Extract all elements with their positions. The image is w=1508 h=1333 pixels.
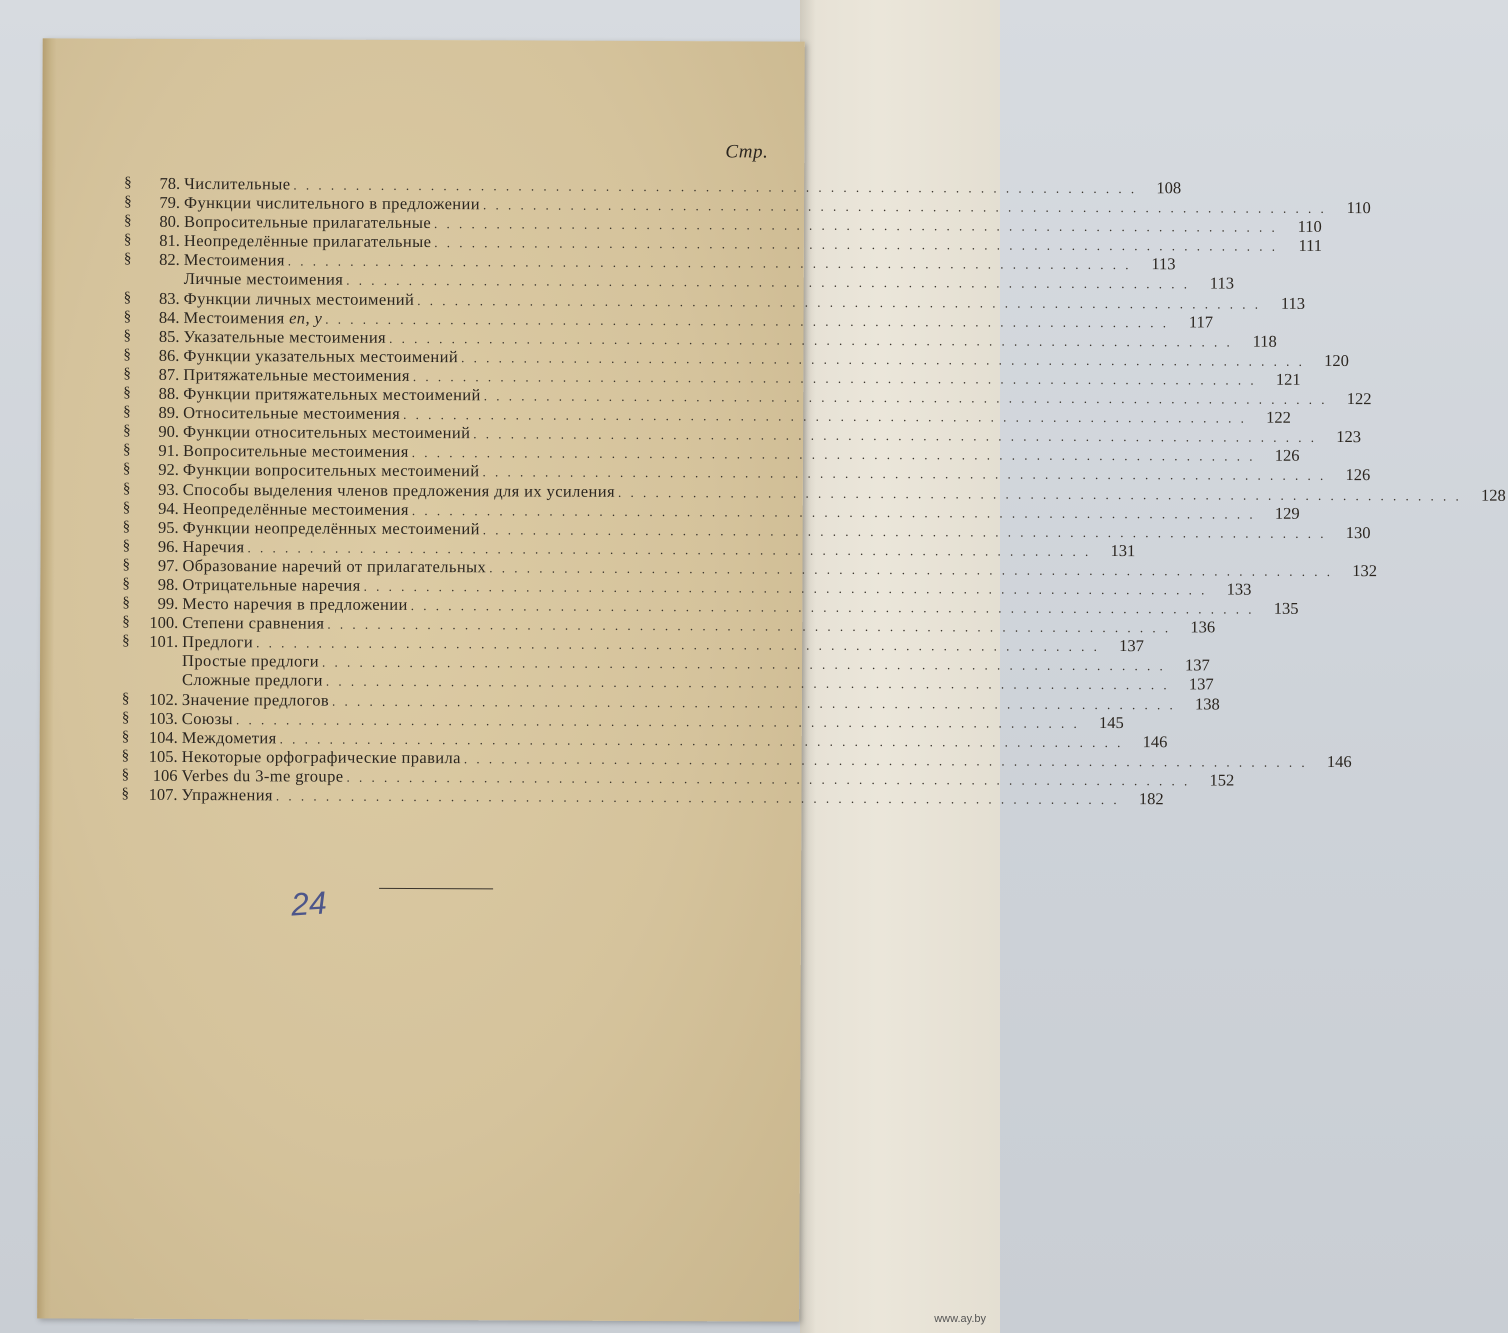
section-number: 99. (157, 593, 179, 614)
toc-title-text: Степени сравнения (182, 613, 325, 633)
section-number: 95. (157, 517, 179, 537)
toc-title-text: Функции числительного в предложении (184, 193, 481, 214)
dot-leader: . . . . . . . . . . . . . . . . . . . . . . . . . . . . . . . . . . . . . . . . . . . . . . . . . . . . . . . . . . . . . . . . . . . . (482, 197, 1327, 217)
toc-title (182, 613, 327, 633)
dot-leader: . . . . . . . . . . . . . . . . . . . . . . . . . . . . . . . . . . . . . . . . . . . . . . . . . . . . . . . . . . . . . . . . . . . . (473, 426, 1318, 446)
toc-title (182, 728, 280, 748)
toc-title-text: Местоимения (183, 250, 285, 270)
section-number: 79. (159, 192, 181, 213)
section-sign: § (122, 594, 130, 611)
toc-title (183, 403, 403, 423)
toc-title (184, 269, 347, 289)
section-sign: § (124, 193, 132, 210)
toc-title (183, 499, 412, 519)
section-number: 87. (158, 364, 180, 384)
dot-leader: . . . . . . . . . . . . . . . . . . . . . . . . . . . . . . . . . . . . . . . . . . . . . . . . . . . . . . . . . . . . . . . . . . . . (403, 407, 1247, 426)
section-sign: § (121, 785, 130, 802)
toc-title (182, 575, 363, 595)
toc-title-text: Функции притяжательных местоимений (183, 383, 481, 405)
section-sign: § (122, 537, 131, 554)
dot-leader: . . . . . . . . . . . . . . . . . . . . . . . . . . . . . . . . . . . . . . . . . . . . . . . . . . . . . . . . . . . . . . . . . . . . (287, 253, 1132, 273)
section-sign: § (121, 690, 130, 707)
dot-leader: . . . . . . . . . . . . . . . . . . . . . . . . . . . . . . . . . . . . . . . . . . . . . . . . . . . . . . . . . . . . . . . . . . . . (325, 311, 1170, 330)
section-number: 89. (158, 402, 180, 423)
page-number: 137 (1188, 674, 1214, 694)
section-sign: § (121, 766, 130, 783)
page-number: 120 (1324, 350, 1349, 370)
section-number: 102. (148, 689, 178, 709)
page-number: 122 (1266, 407, 1291, 427)
section-sign: § (123, 422, 131, 439)
toc-title-text: Функции неопределённых местоимений (182, 517, 480, 538)
section-number: 96. (157, 536, 179, 556)
dot-leader: . . . . . . . . . . . . . . . . . . . . . . . . . . . . . . . . . . . . . . . . . . . . . . . . . . . . . . . . . . . . . . . . . . . . (417, 292, 1262, 312)
page-number: 136 (1190, 617, 1216, 637)
toc-title-text: Отрицательные наречия (182, 574, 361, 595)
section-number: 85. (158, 326, 180, 346)
dot-leader: . . . . . . . . . . . . . . . . . . . . . . . . . . . . . . . . . . . . . . . . . . . . . . . . . . . . . . . . . . . . . . . . . . . . (322, 654, 1166, 674)
toc-title (183, 518, 483, 538)
toc-title (183, 384, 484, 404)
page-column-header: Стр. (725, 141, 769, 163)
toc-title (182, 709, 236, 728)
section-number: 100. (149, 612, 179, 633)
section-number: 78. (159, 173, 181, 193)
dot-leader: . . . . . . . . . . . . . . . . . . . . . . . . . . . . . . . . . . . . . . . . . . . . . . . . . . . . . . . . . . . . . . . . . . . . (235, 711, 1080, 731)
section-sign: § (121, 747, 130, 764)
section-sign: § (124, 174, 132, 191)
section-sign: § (122, 461, 131, 478)
dot-leader: . . . . . . . . . . . . . . . . . . . . . . . . . . . . . . . . . . . . . . . . . . . . . . . . . . . . . . . . . . . . . . . . . . . . (327, 616, 1172, 636)
toc-title (184, 289, 418, 309)
toc-title (184, 212, 434, 232)
section-number: 83. (158, 288, 180, 308)
toc-title-text: Местоимения (183, 307, 290, 328)
toc-title (182, 556, 489, 576)
toc-row (121, 784, 1164, 809)
dot-leader: . . . . . . . . . . . . . . . . . . . . . . . . . . . . . . . . . . . . . . . . . . . . . . . . . . . . . . . . . . . . . . . . . . . . (293, 177, 1138, 197)
page-number: 118 (1252, 331, 1277, 351)
section-sign: § (122, 613, 130, 630)
section-sign: § (122, 518, 131, 535)
section-sign: § (122, 499, 131, 516)
toc-title (182, 632, 256, 651)
toc-title (182, 670, 326, 690)
page-number: 117 (1188, 312, 1214, 332)
toc-title-text: Неопределённые прилагательные (183, 231, 432, 252)
toc-title (183, 537, 248, 556)
toc-title-text: Личные местоимения (183, 269, 344, 290)
toc-title (182, 747, 464, 767)
toc-title (184, 193, 483, 213)
toc-title-text: Относительные местоимения (183, 403, 401, 424)
dot-leader: . . . . . . . . . . . . . . . . . . . . . . . . . . . . . . . . . . . . . . . . . . . . . . . . . . . . . . . . . . . . . . . . . . . . (482, 464, 1327, 484)
section-number: 93. (158, 479, 179, 499)
section-sign: § (123, 365, 131, 382)
page-number: 146 (1326, 751, 1352, 771)
section-number: 82. (159, 250, 180, 270)
toc-title (181, 785, 276, 805)
toc-title-text: Значение предлогов (181, 689, 330, 710)
section-number: 103. (148, 708, 178, 728)
toc-title-text: Наречия (182, 536, 245, 557)
section-sign: § (123, 308, 132, 325)
page-edge (37, 38, 57, 1318)
toc-title (183, 346, 461, 366)
dot-leader: . . . . . . . . . . . . . . . . . . . . . . . . . . . . . . . . . . . . . . . . . . . . . . . . . . . . . . . . . . . . . . . . . . . . (410, 598, 1255, 617)
section-number: 91. (158, 441, 180, 461)
section-number: 98. (157, 574, 179, 594)
section-number: 106 (152, 765, 178, 785)
toc-title-text: Некоторые орфографические правила (181, 746, 461, 767)
toc-title-text: Простые предлоги (182, 651, 320, 671)
section-number: 104. (148, 727, 178, 747)
dot-leader: . . . . . . . . . . . . . . . . . . . . . . . . . . . . . . . . . . . . . . . . . . . . . . . . . . . . . . . . . . . . . . . . . . . . (411, 502, 1256, 522)
dot-leader: . . . . . . . . . . . . . . . . . . . . . . . . . . . . . . . . . . . . . . . . . . . . . . . . . . . . . . . . . . . . . . . . . . . . (332, 693, 1176, 712)
toc-title (183, 460, 483, 480)
dot-leader: . . . . . . . . . . . . . . . . . . . . . . . . . . . . . . . . . . . . . . . . . . . . . . . . . . . . . . . . . . . . . . . . . . . . (256, 635, 1100, 655)
section-sign: § (122, 442, 131, 459)
section-sign: § (121, 728, 130, 745)
toc-title-text: Вопросительные местоимения (182, 441, 409, 462)
page-number: 126 (1345, 465, 1371, 485)
dot-leader: . . . . . . . . . . . . . . . . . . . . . . . . . . . . . . . . . . . . . . . . . . . . . . . . . . . . . . . . . . . . . . . . . . . . (483, 388, 1328, 407)
section-number: 107. (148, 784, 178, 804)
toc-title (183, 422, 473, 442)
page-number: 137 (1184, 655, 1210, 675)
dot-leader: . . . . . . . . . . . . . . . . . . . . . . . . . . . . . . . . . . . . . . . . . . . . . . . . . . . . . . . . . . . . . . . . . . . . (463, 751, 1308, 770)
section-number: 94. (158, 498, 179, 518)
toc-title (182, 689, 332, 709)
toc-title (184, 174, 293, 194)
dot-leader: . . . . . . . . . . . . . . . . . . . . . . . . . . . . . . . . . . . . . . . . . . . . . . . . . . . . . . . . . . . . . . . . . . . . (411, 445, 1256, 464)
page-number: 129 (1274, 503, 1300, 523)
page-number: 132 (1352, 560, 1378, 581)
handwritten-stamp-number: 24 (289, 884, 328, 923)
page-number: 113 (1280, 293, 1306, 313)
toc-title (183, 479, 618, 500)
toc-title (184, 231, 435, 251)
table-of-contents (121, 173, 1506, 809)
page-number: 113 (1209, 273, 1235, 294)
dot-leader: . . . . . . . . . . . . . . . . . . . . . . . . . . . . . . . . . . . . . . . . . . . . . . . . . . . . . . . . . . . . . . . . . . . . (434, 235, 1279, 255)
page-number: 126 (1274, 446, 1300, 466)
page-number: 128 (1480, 485, 1506, 505)
page-number: 130 (1345, 522, 1371, 542)
section-number: 90. (158, 422, 180, 442)
section-sign: § (121, 709, 130, 726)
divider-line (379, 888, 493, 889)
toc-title-text: Сложные предлоги (181, 670, 323, 691)
toc-title-text: Verbes du 3-me groupe (181, 765, 344, 786)
section-sign: § (122, 480, 131, 497)
dot-leader: . . . . . . . . . . . . . . . . . . . . . . . . . . . . . . . . . . . . . . . . . . . . . . . . . . . . . . . . . . . . . . . . . . . . (617, 484, 1462, 504)
section-sign: § (123, 212, 132, 229)
toc-title (182, 651, 322, 671)
page-number: 122 (1346, 389, 1372, 409)
section-sign: § (123, 346, 131, 363)
dot-leader: . . . . . . . . . . . . . . . . . . . . . . . . . . . . . . . . . . . . . . . . . . . . . . . . . . . . . . . . . . . . . . . . . . . . (489, 560, 1333, 579)
page-number: 146 (1142, 731, 1168, 751)
dot-leader: . . . . . . . . . . . . . . . . . . . . . . . . . . . . . . . . . . . . . . . . . . . . . . . . . . . . . . . . . . . . . . . . . . . . (434, 216, 1278, 235)
page-number: 121 (1275, 369, 1301, 389)
section-sign: § (123, 289, 132, 306)
page-number: 133 (1226, 579, 1252, 599)
section-number: 92. (158, 460, 179, 480)
page-number: 152 (1209, 770, 1235, 790)
toc-title (182, 766, 347, 786)
toc-title-text: Место наречия в предложении (182, 594, 408, 615)
dot-leader: . . . . . . . . . . . . . . . . . . . . . . . . . . . . . . . . . . . . . . . . . . . . . . . . . . . . . . . . . . . . . . . . . . . . (325, 674, 1170, 693)
page-number: 108 (1156, 178, 1182, 198)
dot-leader: . . . . . . . . . . . . . . . . . . . . . . . . . . . . . . . . . . . . . . . . . . . . . . . . . . . . . . . . . . . . . . . . . . . . (482, 521, 1327, 541)
section-sign: § (123, 327, 132, 344)
section-number: 101. (149, 632, 179, 652)
toc-title (182, 594, 410, 614)
section-sign: § (122, 556, 131, 573)
section-sign: § (123, 403, 131, 420)
section-number: 105. (148, 746, 178, 766)
section-sign: § (122, 632, 130, 649)
dot-leader: . . . . . . . . . . . . . . . . . . . . . . . . . . . . . . . . . . . . . . . . . . . . . . . . . . . . . . . . . . . . . . . . . . . . (461, 350, 1305, 369)
toc-title-italic: en, y (289, 308, 323, 328)
dot-leader: . . . . . . . . . . . . . . . . . . . . . . . . . . . . . . . . . . . . . . . . . . . . . . . . . . . . . . . . . . . . . . . . . . . . (247, 540, 1092, 559)
page-number: 135 (1273, 598, 1299, 618)
section-sign: § (123, 384, 131, 401)
dot-leader: . . . . . . . . . . . . . . . . . . . . . . . . . . . . . . . . . . . . . . . . . . . . . . . . . . . . . . . . . . . . . . . . . . . . (346, 769, 1191, 789)
dot-leader: . . . . . . . . . . . . . . . . . . . . . . . . . . . . . . . . . . . . . . . . . . . . . . . . . . . . . . . . . . . . . . . . . . . . (275, 788, 1120, 808)
section-number: 81. (159, 231, 180, 251)
section-number: 97. (157, 555, 179, 575)
toc-title-text: Притяжательные местоимения (183, 364, 410, 385)
page-number: 145 (1098, 712, 1124, 732)
toc-title-text: Функции указательных местоимений (183, 345, 459, 367)
section-number: 86. (158, 345, 180, 365)
page-number: 111 (1298, 236, 1323, 256)
section-number: 84. (158, 307, 180, 327)
toc-title-text: Вопросительные прилагательные (183, 212, 432, 233)
toc-title-text: Образование наречий от прилагательных (182, 555, 487, 577)
page-number: 110 (1297, 217, 1322, 237)
toc-title-text: Способы выделения членов предложения для их усиления (182, 479, 616, 501)
toc-entry (181, 784, 1164, 809)
toc-title-text: Функции вопросительных местоимений (182, 460, 480, 481)
toc-title-text: Междометия (181, 727, 277, 748)
dot-leader: . . . . . . . . . . . . . . . . . . . . . . . . . . . . . . . . . . . . . . . . . . . . . . . . . . . . . . . . . . . . . . . . . . . . (346, 273, 1191, 292)
toc-title-text: Функции личных местоимений (183, 288, 415, 309)
page-number: 110 (1346, 198, 1371, 218)
page-number: 113 (1151, 254, 1176, 274)
page-number: 137 (1119, 636, 1144, 656)
dot-leader: . . . . . . . . . . . . . . . . . . . . . . . . . . . . . . . . . . . . . . . . . . . . . . . . . . . . . . . . . . . . . . . . . . . . (412, 368, 1257, 388)
toc-title (183, 365, 413, 385)
section-sign: § (122, 575, 130, 592)
toc-title-text: Числительные (184, 173, 291, 194)
page-number: 138 (1195, 693, 1220, 714)
toc-title-text: Предлоги (182, 632, 254, 652)
toc-title (184, 308, 326, 328)
section-sign: § (123, 231, 132, 249)
section-number: 80. (159, 212, 181, 232)
dot-leader: . . . . . . . . . . . . . . . . . . . . . . . . . . . . . . . . . . . . . . . . . . . . . . . . . . . . . . . . . . . . . . . . . . . . (279, 731, 1124, 750)
section-number: 88. (158, 383, 180, 403)
dot-leader: . . . . . . . . . . . . . . . . . . . . . . . . . . . . . . . . . . . . . . . . . . . . . . . . . . . . . . . . . . . . . . . . . . . . (363, 578, 1208, 598)
dot-leader: . . . . . . . . . . . . . . . . . . . . . . . . . . . . . . . . . . . . . . . . . . . . . . . . . . . . . . . . . . . . . . . . . . . . (389, 330, 1233, 350)
toc-title-text: Упражнения (181, 784, 273, 805)
toc-title-text: Неопределённые местоимения (182, 498, 409, 519)
page-number: 131 (1110, 540, 1136, 560)
toc-title-text: Союзы (181, 708, 234, 728)
page-number: 182 (1138, 789, 1164, 809)
toc-title (184, 250, 288, 270)
toc-title-text: Указательные местоимения (183, 326, 387, 347)
toc-title (183, 327, 389, 347)
section-sign: § (123, 251, 132, 268)
page-number: 123 (1336, 427, 1362, 447)
toc-title (183, 441, 412, 461)
toc-title-text: Функции относительных местоимений (183, 422, 471, 443)
watermark: www.ay.by (934, 1313, 986, 1325)
